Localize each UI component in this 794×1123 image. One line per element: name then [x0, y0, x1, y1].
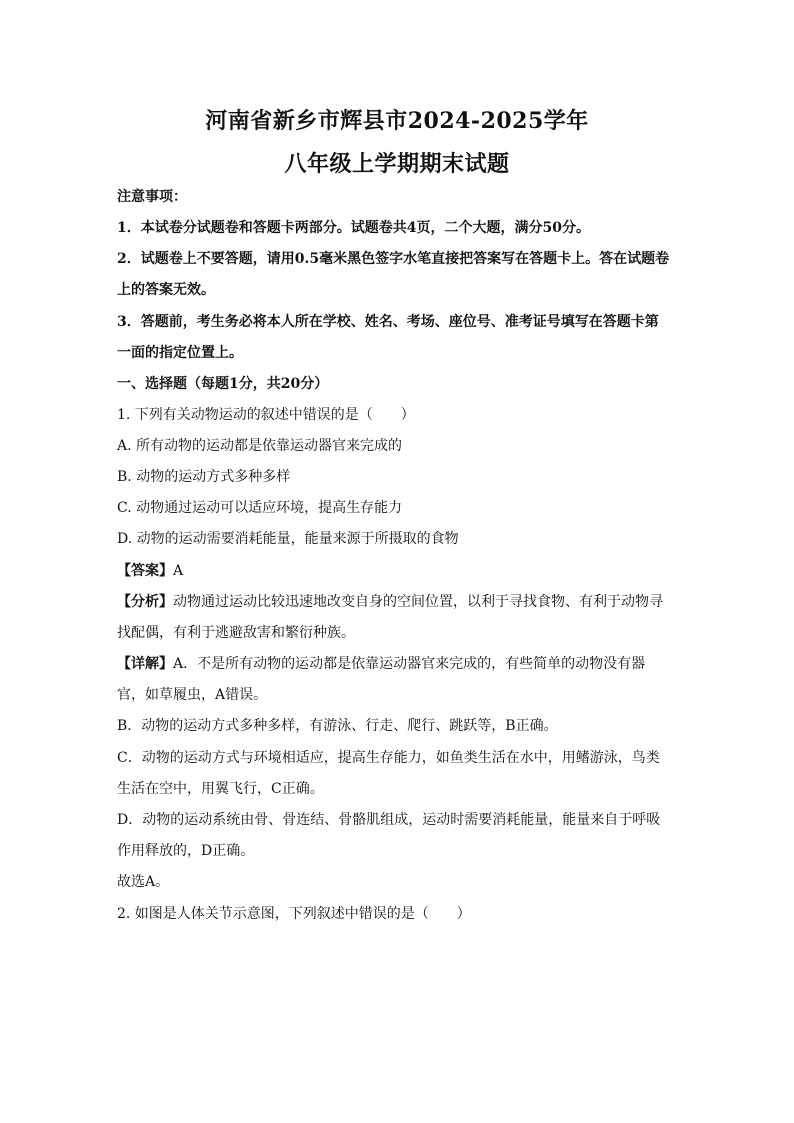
- detail-a-line2: 官，如草履虫，A错误。: [117, 687, 268, 703]
- question-1-option-d: D. 动物的运动需要消耗能量，能量来源于所摄取的食物: [117, 531, 459, 547]
- section-heading: 一、选择题（每题1分，共20分）: [117, 376, 329, 392]
- answer-line: [117, 562, 677, 580]
- detail-d-line2: 作用释放的，D正确。: [117, 843, 255, 859]
- question-1-stem: 1. 下列有关动物运动的叙述中错误的是（ ）: [117, 407, 415, 423]
- detail-label: 【详解】: [117, 656, 173, 672]
- analysis-label: 【分析】: [117, 594, 173, 610]
- detail-c-line1: C．动物的运动方式与环境相适应，提高生存能力，如鱼类生活在水中，用鳍游泳，鸟类: [117, 750, 660, 766]
- notice-item-3-line1: 3．答题前，考生务必将本人所在学校、姓名、考场、座位号、准考证号填写在答题卡第: [117, 314, 659, 330]
- detail-a-text-1: A．不是所有动物的运动都是依靠运动器官来完成的，有些简单的动物没有器: [173, 656, 646, 672]
- analysis-text-1: 动物通过运动比较迅速地改变自身的空间位置，以利于寻找食物、有利于动物寻: [173, 594, 663, 610]
- question-1-option-c: C. 动物通过运动可以适应环境，提高生存能力: [117, 500, 403, 516]
- detail-b: B．动物的运动方式多种多样，有游泳、行走、爬行、跳跃等，B正确。: [117, 718, 558, 734]
- answer-label: 【答案】: [117, 563, 173, 579]
- notice-item-1: 1．本试卷分试题卷和答题卡两部分。试题卷共4页，二个大题，满分50分。: [117, 220, 590, 236]
- detail-c-line2: 生活在空中，用翼飞行，C正确。: [117, 781, 324, 797]
- notice-heading: 注意事项：: [117, 189, 187, 205]
- exam-title-line2: 八年级上学期期末试题: [284, 151, 510, 177]
- question-1-option-a: A. 所有动物的运动都是依靠运动器官来完成的: [117, 438, 403, 454]
- detail-d-line1: D．动物的运动系统由骨、骨连结、骨骼肌组成，运动时需要消耗能量，能量来自于呼吸: [117, 812, 661, 828]
- question-2-stem: 2. 如图是人体关节示意图，下列叙述中错误的是（ ）: [117, 906, 471, 922]
- question-1-option-b: B. 动物的运动方式多种多样: [117, 469, 291, 485]
- notice-item-3-line2: 一面的指定位置上。: [117, 345, 243, 361]
- conclusion: 故选A。: [117, 874, 170, 890]
- exam-title-line1: 河南省新乡市辉县市2024-2025学年: [205, 108, 589, 134]
- answer-value: A: [173, 563, 184, 579]
- analysis-line2: 找配偶，有利于逃避敌害和繁衍种族。: [117, 625, 355, 641]
- analysis-line1: [117, 593, 677, 611]
- notice-item-2-line1: 2．试题卷上不要答题，请用0.5毫米黑色签字水笔直接把答案写在答题卡上。答在试题卷: [117, 251, 670, 267]
- detail-line1: [117, 655, 677, 673]
- notice-item-2-line2: 上的答案无效。: [117, 282, 215, 298]
